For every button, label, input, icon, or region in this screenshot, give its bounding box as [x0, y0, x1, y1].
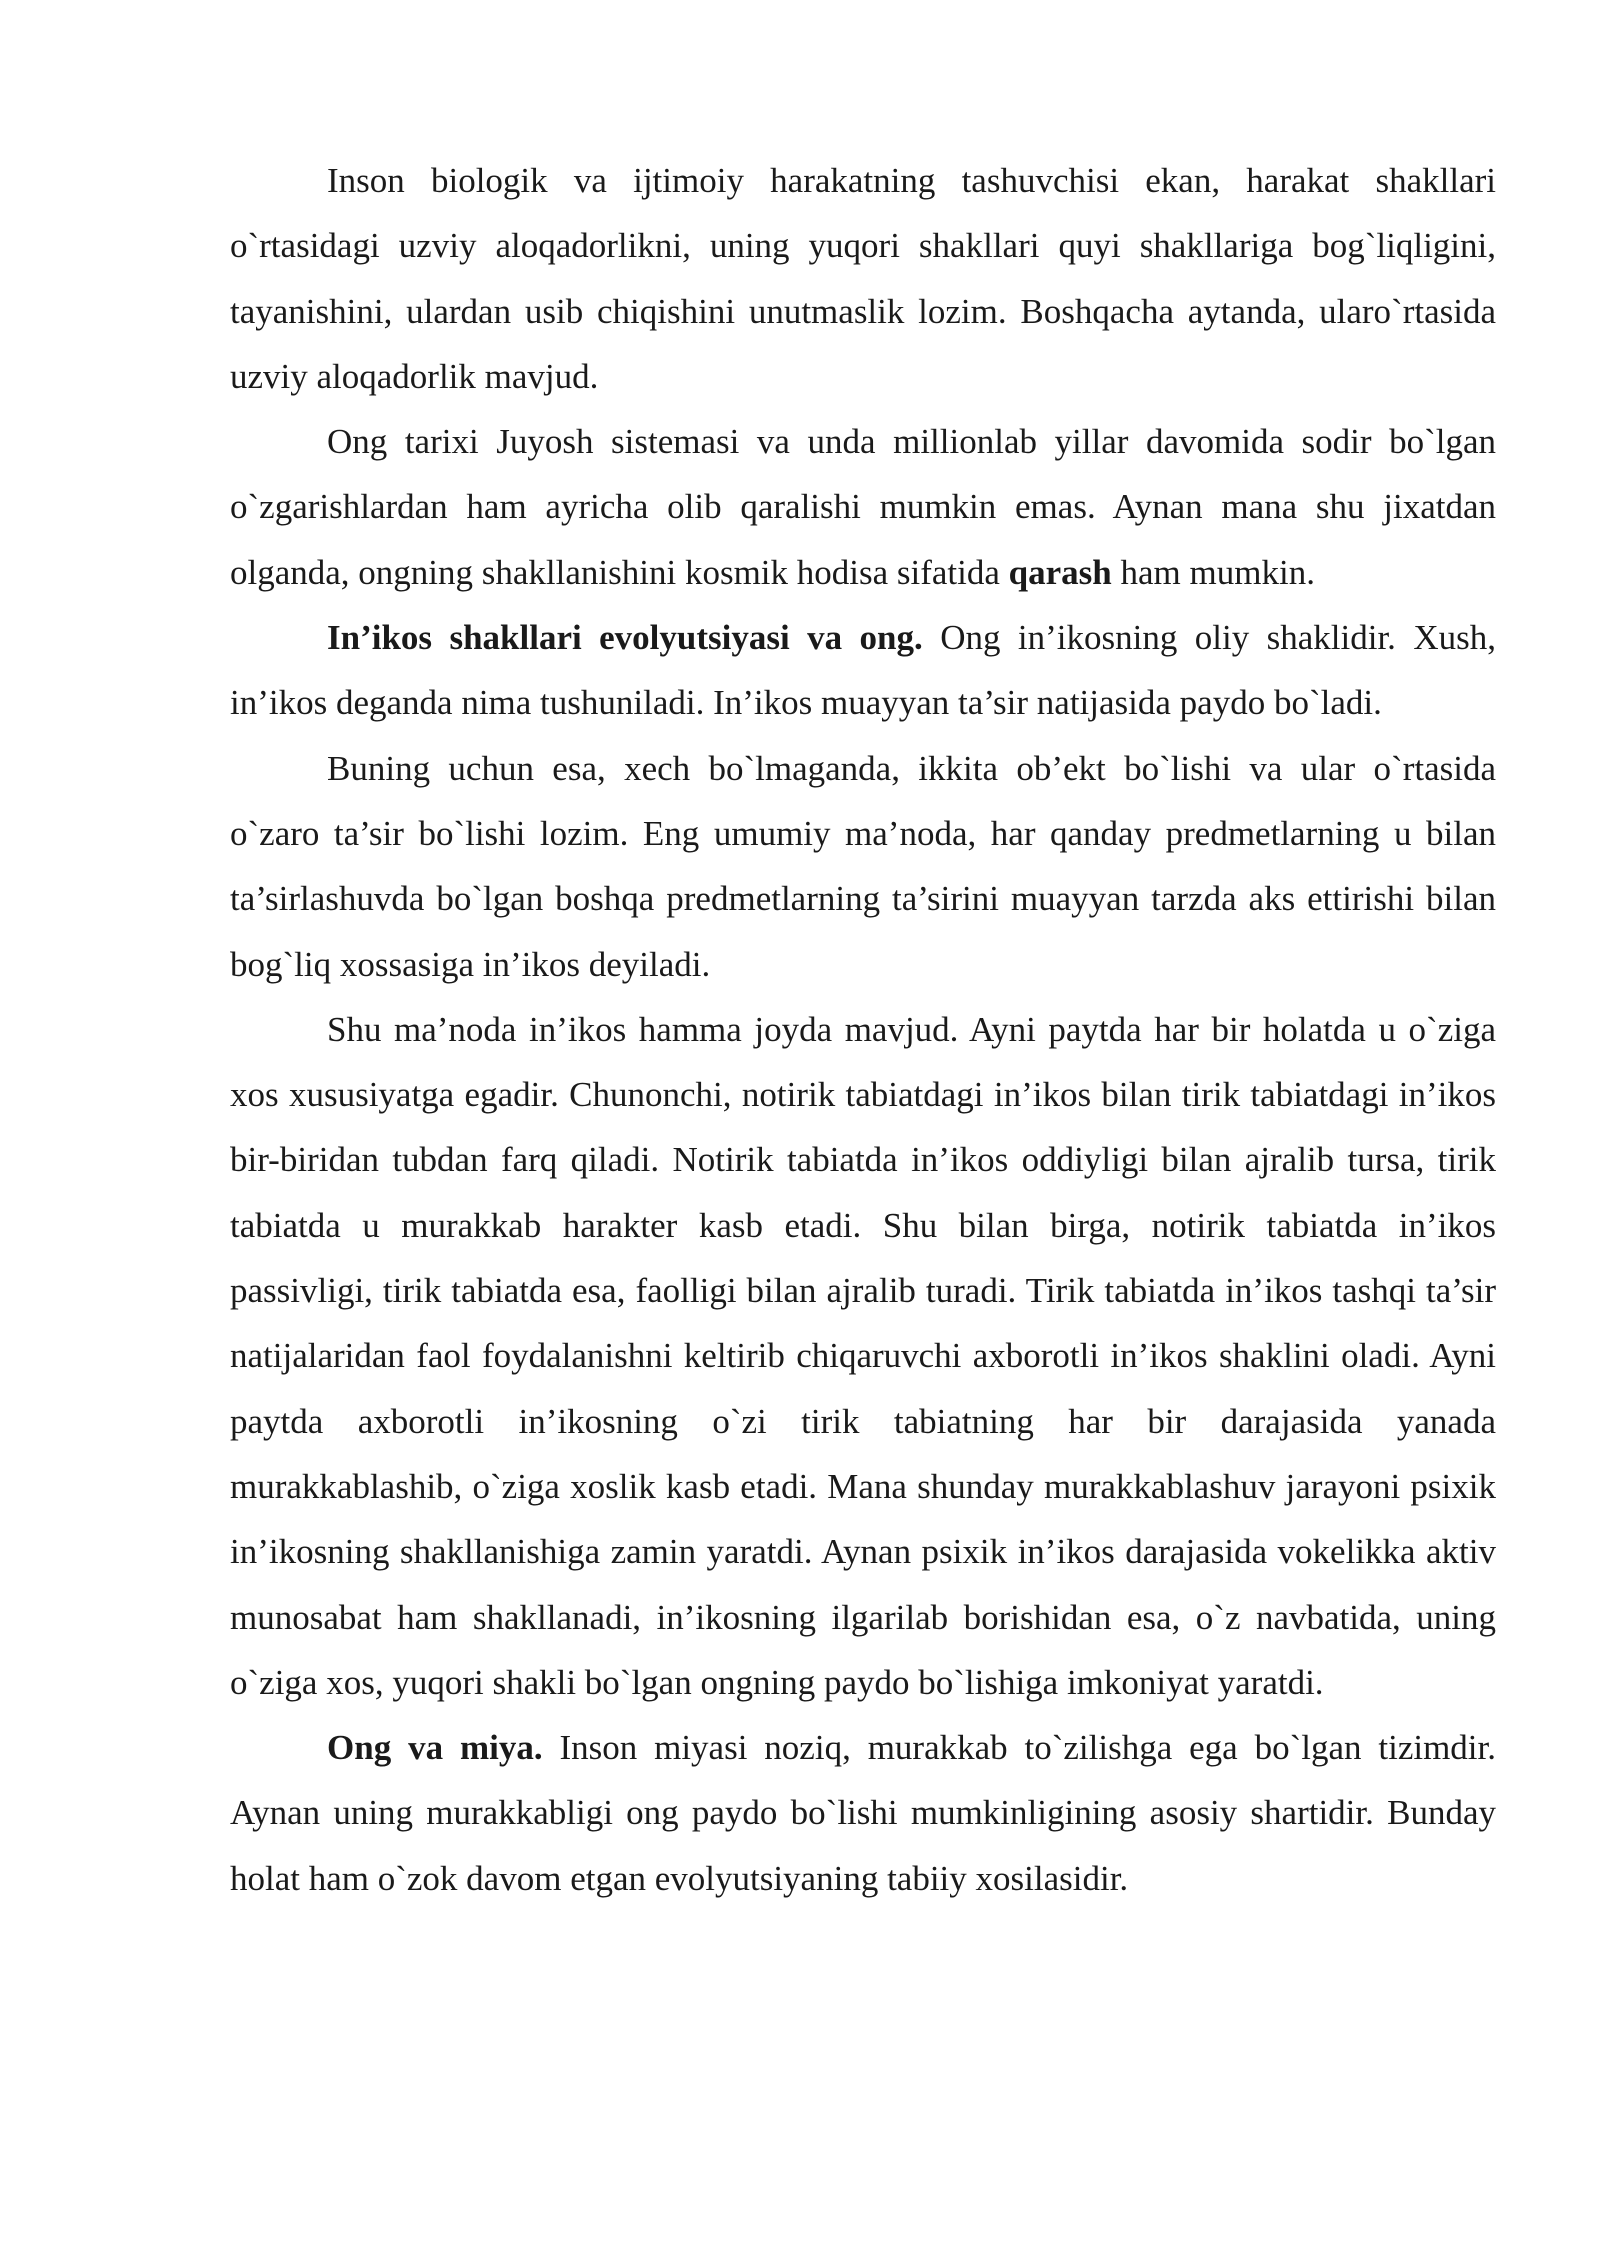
paragraph-4 [230, 736, 1496, 997]
section-heading-ong-va-miya: Ong va miya. [327, 1728, 543, 1768]
paragraph-3 [230, 605, 1496, 736]
paragraph-2-text-before: Ong tarixi Juyosh sistemasi va unda millionlab yillar davomida sodir bo`lgan o`zgarishlardan ham ayricha olib qaralishi mumkin emas. Aynan mana shu jixatdan olganda, ongning shakllanishini kosmik hodisa sifatida [230, 422, 1496, 592]
paragraph-1 [230, 148, 1496, 409]
paragraph-5 [230, 997, 1496, 1715]
paragraph-1-text: Inson biologik va ijtimoiy harakatning tashuvchisi ekan, harakat shakllari o`rtasidagi uzviy aloqadorlikni, uning yuqori shakllari quyi shakllariga bog`liqligini, tayanishini, ulardan usib chiqishini unutmaslik lozim. Boshqacha aytanda, ularo`rtasida uzviy aloqadorlik mavjud. [230, 161, 1496, 396]
paragraph-6 [230, 1715, 1496, 1911]
paragraph-3-text: Ong in’ikosning oliy shaklidir. Xush, in’ikos deganda nima tushuniladi. In’ikos muayyan ta’sir natijasida paydo bo`ladi. [230, 618, 1497, 723]
paragraph-2-bold-term: qarash [1008, 552, 1112, 592]
section-heading-inikos: In’ikos shakllari evolyutsiyasi va ong. [327, 618, 923, 658]
paragraph-2 [230, 409, 1496, 605]
paragraph-6-text: Inson miyasi noziq, murakkab to`zilishga ega bo`lgan tizimdir. Aynan uning murakkabligi ong paydo bo`lishi mumkinligining asosiy shartidir. Bunday holat ham o`zok davom etgan evolyutsiyaning tabiiy xosilasidir. [230, 1728, 1496, 1898]
paragraph-5-text: Shu ma’noda in’ikos hamma joyda mavjud. Ayni paytda har bir holatda u o`ziga xos xususiyatga egadir. Chunonchi, notirik tabiatdagi in’ikos bilan tirik tabiatdagi in’ikos bir-biridan tubdan farq qiladi. Notirik tabiatda in’ikos oddiyligi bilan ajralib tursa, tirik tabiatda u murakkab harakter kasb etadi. Shu bilan birga, notirik tabiatda in’ikos passivligi, tirik tabiatda esa, faolligi bilan ajralib turadi. Tirik tabiatda in’ikos tashqi ta’sir natijalaridan faol foydalanishni keltirib chiqaruvchi axborotli in’ikos shaklini oladi. Ayni paytda axborotli in’ikosning o`zi tirik tabiatning har bir darajasida yanada murakkablashib, o`ziga xoslik kasb etadi. Mana shunday murakkablashuv jarayoni psixik in’ikosning shakllanishiga zamin yaratdi. Aynan psixik in’ikos darajasida vokelikka aktiv munosabat ham shakllanadi, in’ikosning ilgarilab borishidan esa, o`z navbatida, uning o`ziga xos, yuqori shakli bo`lgan ongning paydo bo`lishiga imkoniyat yaratdi. [230, 1009, 1496, 1702]
paragraph-4-text: Buning uchun esa, xech bo`lmaganda, ikkita ob’ekt bo`lishi va ular o`rtasida o`zaro ta’sir bo`lishi lozim. Eng umumiy ma’noda, har qanday predmetlarning u bilan ta’sirlashuvda bo`lgan boshqa predmetlarning ta’sirini muayyan tarzda aks ettirishi bilan bog`liq xossasiga in’ikos deyiladi. [230, 748, 1496, 984]
paragraph-2-text-after: ham mumkin. [1111, 552, 1315, 592]
document-body [230, 148, 1496, 1911]
